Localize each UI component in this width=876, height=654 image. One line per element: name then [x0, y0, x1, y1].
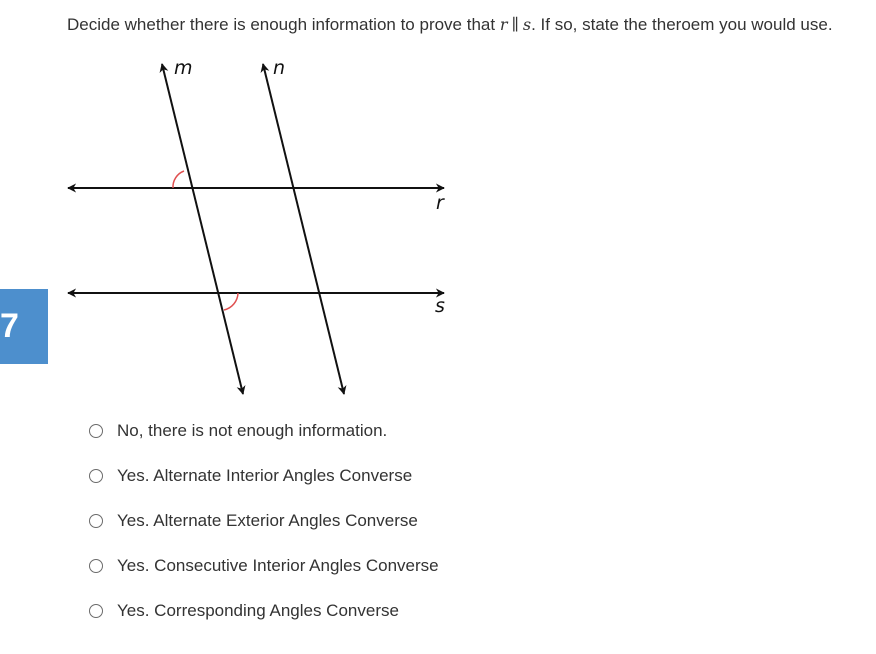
line-n [263, 64, 344, 394]
choice-label: No, there is not enough information. [117, 421, 388, 440]
label-s: s [435, 295, 445, 317]
choice-label: Yes. Alternate Exterior Angles Converse [117, 511, 418, 530]
parallel-lines-diagram [60, 52, 460, 402]
choice-option[interactable] [89, 600, 589, 622]
angle-mark-upper [173, 171, 184, 188]
question-number-badge [0, 289, 48, 364]
choice-option[interactable] [89, 420, 589, 442]
prompt-text-after: . If so, state the theroem you would use. [531, 15, 833, 34]
geometry-figure [60, 52, 460, 402]
prompt-text-before: Decide whether there is enough information to prove that [67, 15, 496, 34]
choice-label: Yes. Corresponding Angles Converse [117, 601, 399, 620]
label-n: n [273, 57, 286, 79]
question-number: 7 [0, 307, 19, 345]
label-r: r [436, 192, 444, 214]
choice-option[interactable] [89, 465, 589, 487]
label-m: m [174, 57, 193, 79]
variable-s: s [522, 15, 532, 34]
answer-choices [89, 420, 589, 645]
choice-option[interactable] [89, 555, 589, 577]
choice-label: Yes. Alternate Interior Angles Converse [117, 466, 413, 485]
variable-r: r [499, 15, 508, 34]
question-prompt [67, 14, 872, 36]
choice-label: Yes. Consecutive Interior Angles Converse [117, 556, 439, 575]
angle-mark-lower [224, 293, 238, 310]
radio-button[interactable] [89, 424, 103, 438]
choice-option[interactable] [89, 510, 589, 532]
radio-button[interactable] [89, 559, 103, 573]
radio-button[interactable] [89, 514, 103, 528]
radio-button[interactable] [89, 469, 103, 483]
parallel-symbol: ∥ [511, 15, 519, 34]
line-m [162, 64, 243, 394]
radio-button[interactable] [89, 604, 103, 618]
